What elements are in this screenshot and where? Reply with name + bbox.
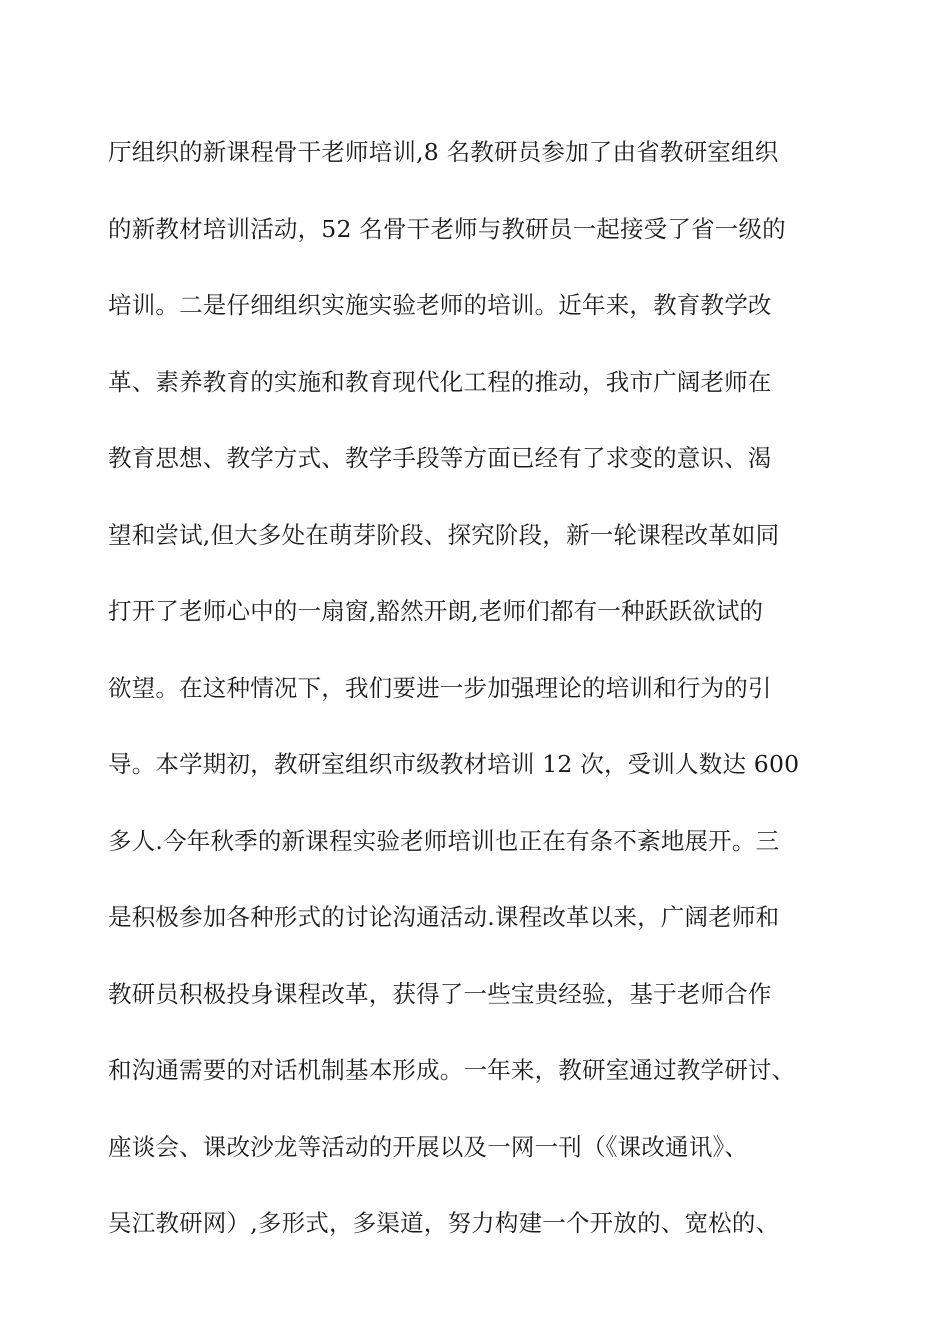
text-line: 和沟通需要的对话机制基本形成。一年来，教研室通过教学研讨、 — [108, 1056, 796, 1084]
text-line: 欲望。在这种情况下，我们要进一步加强理论的培训和行为的引 — [108, 673, 772, 702]
text-line: 的新教材培训活动，52 名骨干老师与教研员一起接受了省一级的 — [108, 214, 786, 243]
body-paragraph — [108, 124, 848, 1272]
text-line: 吴江教研网）,多形式，多渠道，努力构建一个开放的、宽松的、 — [108, 1209, 780, 1237]
text-line: 座谈会、课改沙龙等活动的开展以及一网一刊（《课改通讯》、 — [108, 1132, 749, 1161]
text-line: 多人.今年秋季的新课程实验老师培训也正在有条不紊地展开。三 — [108, 826, 780, 855]
text-line: 是积极参加各种形式的讨论沟通活动.课程改革以来，广阔老师和 — [108, 903, 780, 931]
text-line: 望和尝试,但大多处在萌芽阶段、探究阶段，新一轮课程改革如同 — [108, 520, 780, 549]
text-line: 打开了老师心中的一扇窗,豁然开朗,老师们都有一种跃跃欲试的 — [108, 597, 764, 625]
text-line: 教研员积极投身课程改革，获得了一些宝贵经验，基于老师合作 — [108, 979, 772, 1008]
text-line: 革、素养教育的实施和教育现代化工程的推动，我市广阔老师在 — [108, 367, 772, 396]
text-line: 培训。二是仔细组织实施实验老师的培训。近年来，教育教学改 — [108, 291, 772, 319]
text-line: 教育思想、教学方式、教学手段等方面已经有了求变的意识、渴 — [108, 444, 772, 472]
text-line: 导。本学期初，教研室组织市级教材培训 12 次，受训人数达 600 — [108, 750, 800, 778]
text-line: 厅组织的新课程骨干老师培训,8 名教研员参加了由省教研室组织 — [108, 138, 779, 166]
